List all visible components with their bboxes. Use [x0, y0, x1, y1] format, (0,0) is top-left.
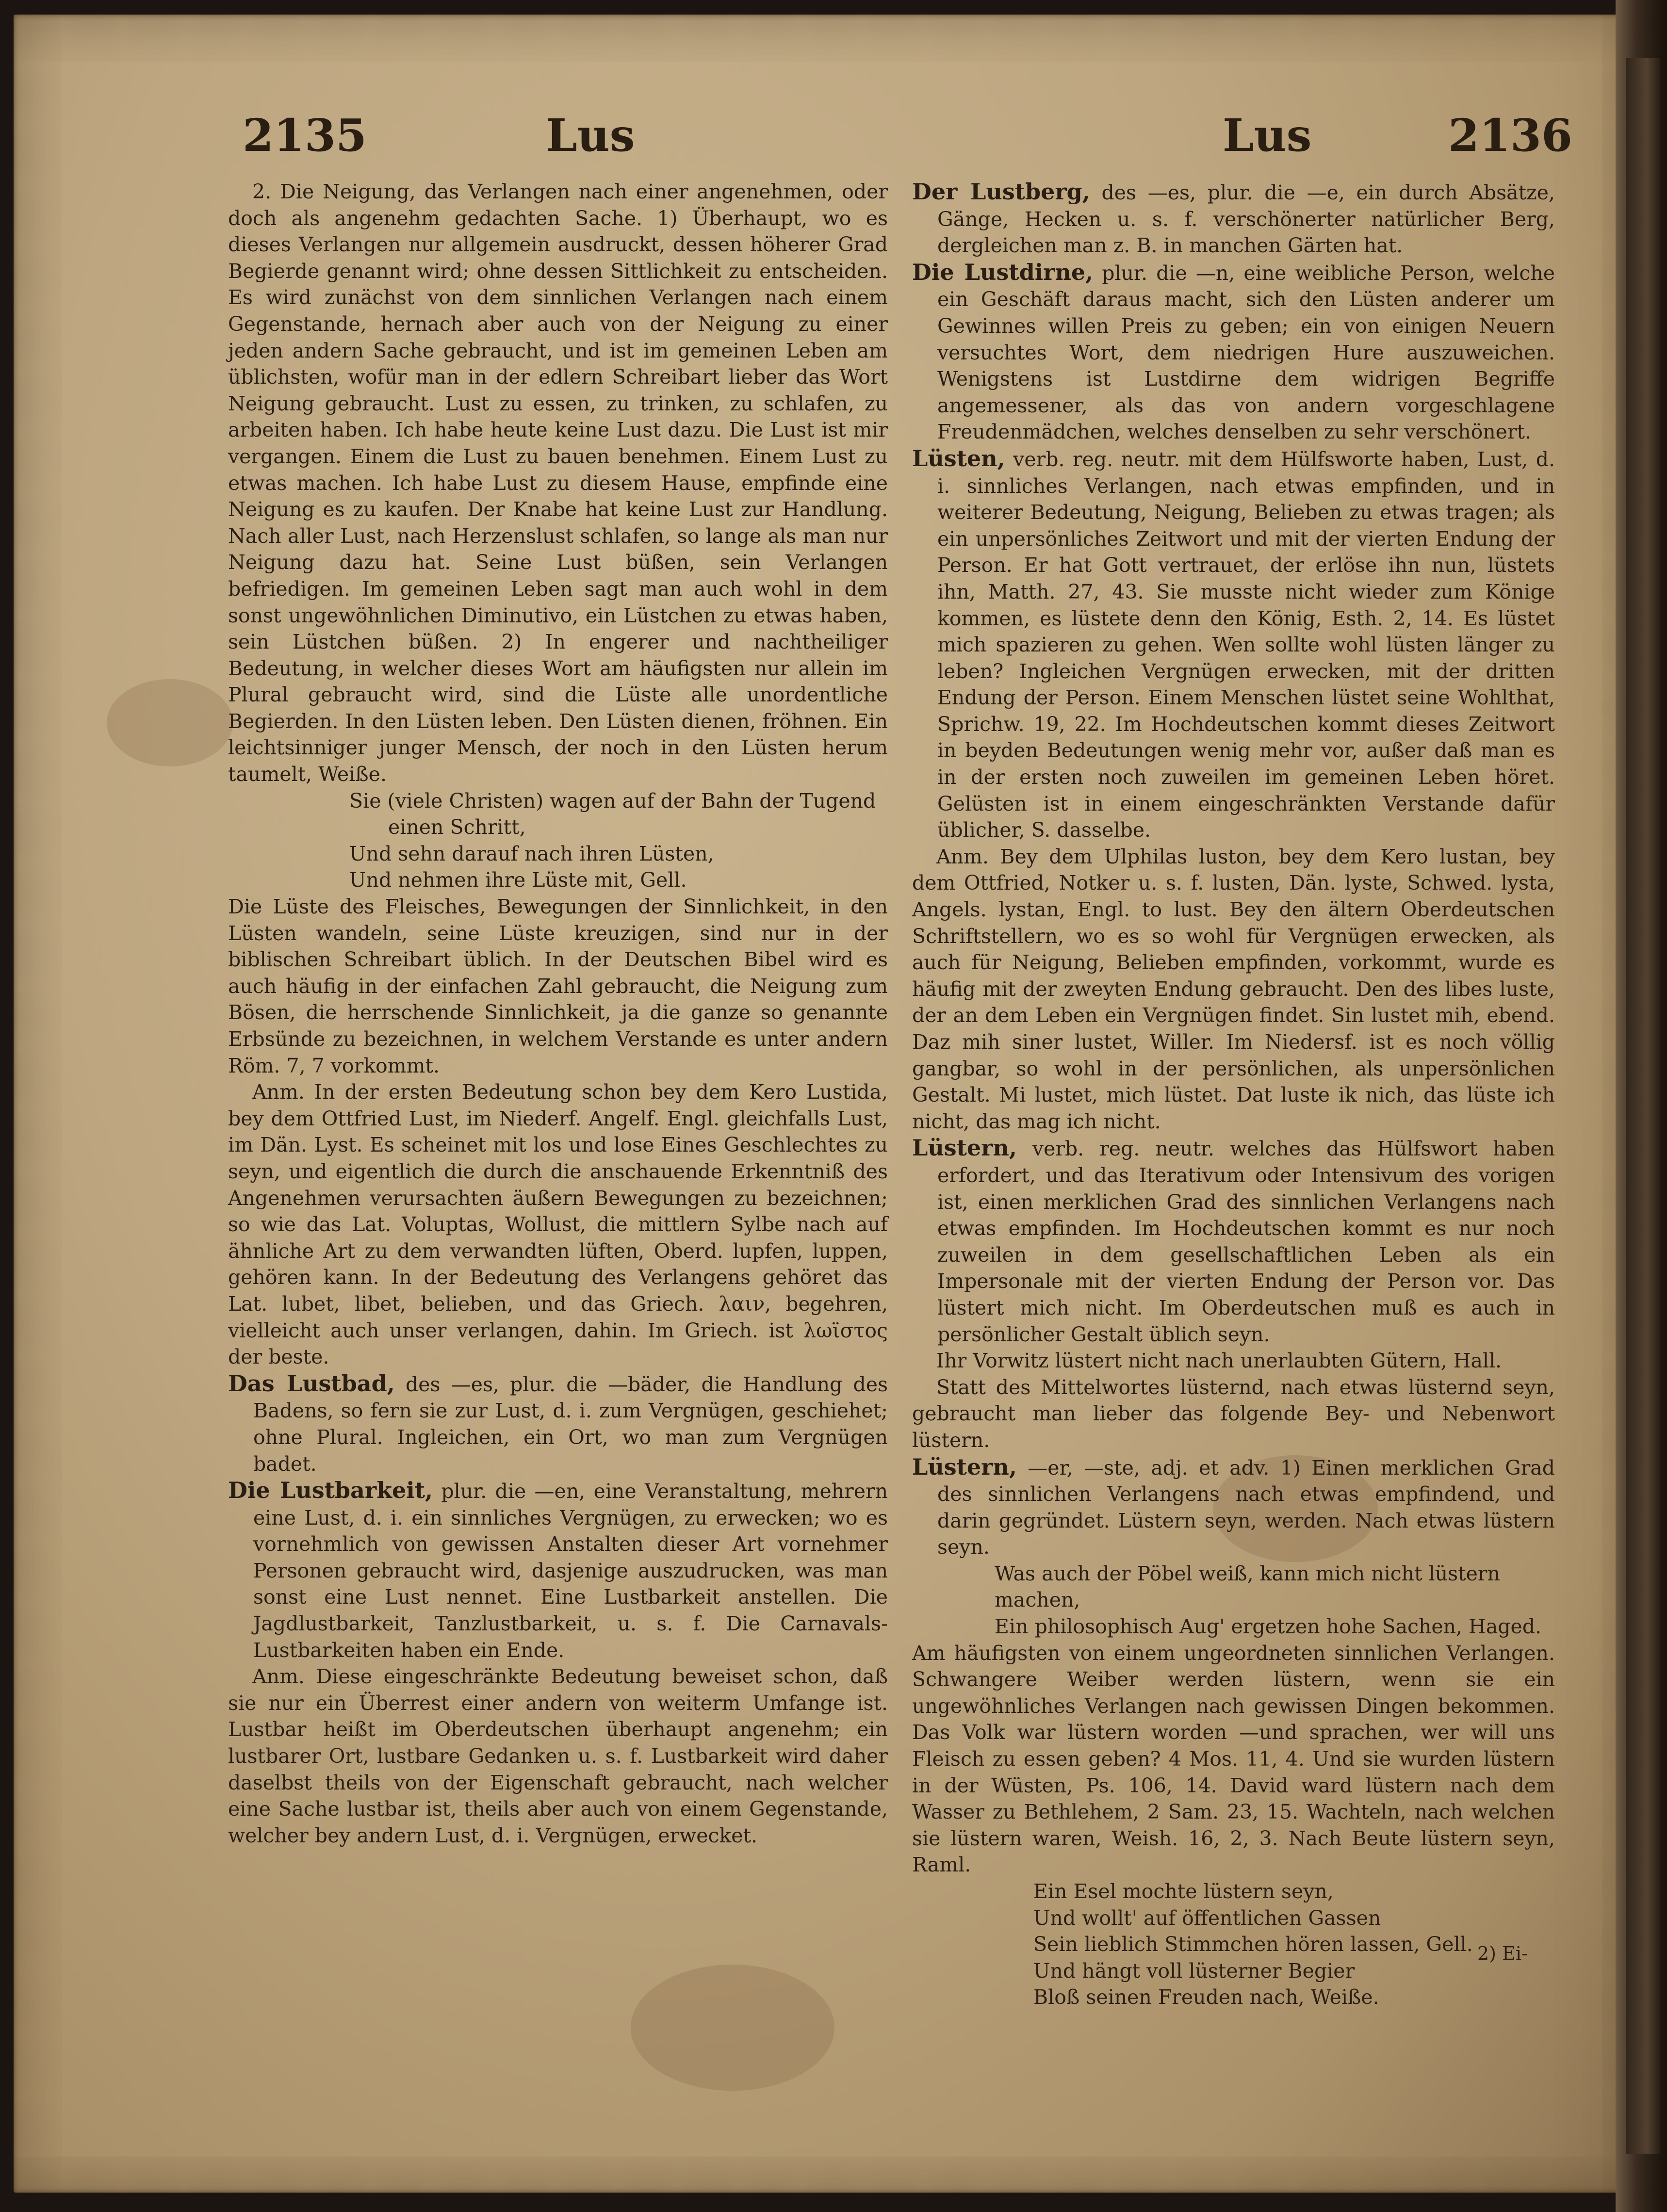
- left-running-head: Lus: [546, 109, 635, 162]
- entry-headword: Lüstern,: [912, 1453, 1017, 1480]
- right-page-number: 2136: [1448, 109, 1573, 162]
- entry-definition: des —es, plur. die —e, ein durch Absätze, Gänge, Hecken u. s. f. verschönerter natürlicher Berg, dergleichen man z. B. in manchen Gärten hat.: [937, 181, 1555, 258]
- entry-headword: Lüsten,: [912, 445, 1005, 472]
- text-paragraph: Anm. Bey dem Ulphilas luston, bey dem Kero lustan, bey dem Ottfried, Notker u. s. f. lusten, Dän. lyste, Schwed. lysta, Angels. lystan, Engl. to lust. Bey den ältern Oberdeutschen Schriftstellern, wo es so wohl für Vergnügen erwecken, als auch für Neigung, Belieben empfinden, vorkommt, wurde es häufig mit der zweyten Endung gebraucht. Den des libes luste, der an dem Leben ein Vergnügen findet. Sin lustet mih, ebend. Daz mih siner lustet, Willer. Im Niedersf. ist es noch völlig gangbar, so wohl in der persönlichen, als unpersönlichen Gestalt. Mi lustet, mich lüstet. Dat luste ik nich, das lüste ich nicht, das mag ich nicht.: [912, 845, 1555, 1133]
- verse-line: Ein philosophisch Aug' ergetzen hohe Sachen, Haged.: [995, 1615, 1542, 1639]
- text-paragraph: Anm. In der ersten Bedeutung schon bey dem Kero Lustida, bey dem Ottfried Lust, im Niederf. Angelf. Engl. gleichfalls Lust, im Dän. Lyst. Es scheinet mit los und lose Eines Geschlechtes zu seyn, und eigentlich die durch die anschauende Erkenntniß des Angenehmen verursachten äußern Bewegungen zu bezeichnen; so wie das Lat. Voluptas, Wollust, die mittlern Sylbe nach auf ähnliche Art zu dem verwandten lüften, Oberd. lupfen, luppen, gehören kann. In der Bedeutung des Verlangens gehöret das Lat. lubet, libet, belieben, und das Griech. λαιν, begehren, vielleicht auch unser verlangen, dahin. Im Griech. ist λωϊστος der beste.: [228, 1080, 888, 1369]
- catchword: 2) Ei-: [1477, 1943, 1528, 1964]
- text-paragraph: Am häufigsten von einem ungeordneten sinnlichen Verlangen. Schwangere Weiber werden lüstern, wenn sie ein ungewöhnliches Verlangen nach gewissen Dingen bekommen. Das Volk war lüstern worden —und sprachen, wer will uns Fleisch zu essen geben? 4 Mos. 11, 4. Und sie wurden lüstern in der Wüsten, Ps. 106, 14. David ward lüstern nach dem Wasser zu Bethlehem, 2 Sam. 23, 15. Wachteln, nach welchen sie lüstern waren, Weish. 16, 2, 3. Nach Beute lüstern seyn, Raml.: [912, 1641, 1555, 1877]
- entry-definition: verb. reg. neutr. mit dem Hülfsworte haben, Lust, d. i. sinnliches Verlangen, nach etwas empfinden, und in weiterer Bedeutung, Neigung, Belieben zu etwas tragen; als ein unpersönliches Zeitwort und mit der vierten Endung der Person. Er hat Gott vertrauet, der erlöse ihn nun, lüstets ihn, Matth. 27, 43. Sie musste nicht wieder zum Könige kommen, es lüstete denn den König, Esth. 2, 14. Es lüstet mich spazieren zu gehen. Wen sollte wohl lüsten länger zu leben? Ingleichen Vergnügen erwecken, mit der dritten Endung der Person. Einem Menschen lüstet seine Wohlthat, Sprichw. 19, 22. Im Hochdeutschen kommt dieses Zeitwort in beyden Bedeutungen wenig mehr vor, außer daß man es in der ersten noch zuweilen im gemeinen Leben höret. Gelüsten ist in einem eingeschränkten Verstande dafür üblicher, S. dasselbe.: [937, 447, 1555, 842]
- text-paragraph: Statt des Mittelwortes lüsternd, nach etwas lüsternd seyn, gebraucht man lieber das folgende Bey- und Nebenwort lüstern.: [912, 1375, 1555, 1452]
- entry-definition: —er, —ste, adj. et adv. 1) Einen merklichen Grad des sinnlichen Verlangens nach etwas empfindend, und darin gegründet. Lüstern seyn, werden. Nach etwas lüstern seyn.: [937, 1456, 1555, 1559]
- right-running-head: Lus: [1223, 109, 1312, 162]
- verse-line: Sie (viele Christen) wagen auf der Bahn der Tugend: [349, 789, 876, 813]
- entry-definition: plur. die —n, eine weibliche Person, welche ein Geschäft daraus macht, sich den Lüsten anderer um Gewinnes willen Preis zu geben; ein von einigen Neuern versuchtes Wort, dem niedrigen Hure auszuweichen. Wenigstens ist Lustdirne dem widrigen Begriffe angemessener, als das von andern vorgeschlagene Freudenmädchen, welches denselben zu sehr verschönert.: [937, 261, 1555, 444]
- verse-line: Und nehmen ihre Lüste mit, Gell.: [349, 868, 687, 892]
- verse-line: Und hängt voll lüsterner Begier: [1033, 1959, 1355, 1983]
- next-page-edge: [1626, 58, 1660, 2154]
- entry-headword: Die Lustbarkeit,: [228, 1477, 433, 1504]
- text-paragraph: Die Lüste des Fleisches, Bewegungen der Sinnlichkeit, in den Lüsten wandeln, seine Lüste kreuzigen, sind nur in der biblischen Schreibart üblich. In der Deutschen Bibel wird es auch häufig in der einfachen Zahl gebraucht, die Neigung zum Bösen, die herrschende Sinnlichkeit, ja die ganze so genannte Erbsünde zu bezeichnen, in welchem Verstande es unter andern Röm. 7, 7 vorkommt.: [228, 895, 888, 1077]
- right-text-column: [912, 179, 1555, 2011]
- entry-definition: des —es, plur. die —bäder, die Handlung des Badens, so fern sie zur Lust, d. i. zum Vergnügen, geschiehet; ohne Plural. Ingleichen, ein Ort, wo man zum Vergnügen badet.: [253, 1372, 888, 1476]
- verse-line: Was auch der Pöbel weiß, kann mich nicht lüstern machen,: [995, 1561, 1500, 1612]
- dictionary-entry: [912, 445, 1555, 844]
- entry-headword: Der Lustberg,: [912, 179, 1090, 205]
- entry-headword: Die Lustdirne,: [912, 259, 1094, 285]
- entry-definition: verb. reg. neutr. welches das Hülfswort haben erfordert, und das Iterativum oder Intensivum des vorigen ist, einen merklichen Grad des sinnlichen Verlangens nach etwas empfinden. Im Hochdeutschen kommt es nur noch zuweilen in dem gesellschaftlichen Leben als ein Impersonale mit der vierten Endung der Person vor. Das lüstert mich nicht. Im Oberdeutschen muß es auch in persönlicher Gestalt üblich seyn.: [937, 1137, 1555, 1346]
- entry-headword: Das Lustbad,: [228, 1370, 395, 1397]
- dictionary-entry: [912, 259, 1555, 445]
- dictionary-entry: [228, 1477, 888, 1663]
- entry-headword: Lüstern,: [912, 1135, 1017, 1161]
- verse-line: Und wollt' auf öffentlichen Gassen: [1033, 1906, 1381, 1930]
- left-page-number: 2135: [243, 109, 367, 162]
- verse-line: Und sehn darauf nach ihren Lüsten,: [349, 842, 714, 865]
- dictionary-entry: [912, 1454, 1555, 1561]
- dictionary-entry: [912, 1135, 1555, 1348]
- verse-line: Bloß seinen Freuden nach, Weiße.: [1033, 1985, 1379, 2009]
- text-paragraph: 2. Die Neigung, das Verlangen nach einer angenehmen, oder doch als angenehm gedachten Sache. 1) Überhaupt, wo es dieses Verlangen nur allgemein ausdruckt, dessen höherer Grad Begierde genannt wird; ohne dessen Sittlichkeit zu entscheiden. Es wird zunächst von dem sinnlichen Verlangen nach einem Gegenstande, hernach aber auch von der Neigung zu einer jeden andern Sache gebraucht, und ist im gemeinen Leben am üblichsten, wofür man in der edlern Schreibart lieber das Wort Neigung gebraucht. Lust zu essen, zu trinken, zu schlafen, zu arbeiten haben. Ich habe heute keine Lust dazu. Die Lust ist mir vergangen. Einem die Lust zu bauen benehmen. Einem Lust zu etwas machen. Ich habe Lust zu diesem Hause, empfinde eine Neigung es zu kaufen. Der Knabe hat keine Lust zur Handlung. Nach aller Lust, nach Herzenslust schlafen, so lange als man nur Neigung dazu hat. Seine Lust büßen, sein Verlangen befriedigen. Im gemeinen Leben sagt man auch wohl in dem sonst ungewöhnlichen Diminutivo, ein Lüstchen zu etwas haben, sein Lüstchen büßen. 2) In engerer und nachtheiliger Bedeutung, in welcher dieses Wort am häufigsten nur allein im Plural gebraucht wird, sind die Lüste alle unordentliche Begierden. In den Lüsten leben. Den Lüsten dienen, fröhnen. Ein leichtsinniger junger Mensch, der noch in den Lüsten herum taumelt, Weiße.: [228, 180, 888, 786]
- dictionary-entry: [912, 179, 1555, 259]
- verse-line: einen Schritt,: [388, 815, 526, 839]
- entry-definition: plur. die —en, eine Veranstaltung, mehrern eine Lust, d. i. ein sinnliches Vergnügen, zu erwecken; wo es vornehmlich von gewissen Anstalten dieser Art vornehmer Personen gebraucht wird, dasjenige auszudrucken, was man sonst eine Lust nennet. Eine Lustbarkeit anstellen. Die Jagdlustbarkeit, Tanzlustbarkeit, u. s. f. Die Carnavals-Lustbarkeiten haben ein Ende.: [253, 1480, 888, 1662]
- verse-line: Sein lieblich Stimmchen hören lassen, Gell.: [1033, 1933, 1473, 1956]
- left-text-column: [228, 179, 888, 1849]
- text-paragraph: Anm. Diese eingeschränkte Bedeutung beweiset schon, daß sie nur ein Überrest einer andern von weiterm Umfange ist. Lustbar heißt im Oberdeutschen überhaupt angenehm; ein lustbarer Ort, lustbare Gedanken u. s. f. Lustbarkeit wird daher daselbst theils von der Eigenschaft gebraucht, nach welcher eine Sache lustbar ist, theils aber auch von einem Gegenstande, welcher bey andern Lust, d. i. Vergnügen, erwecket.: [228, 1665, 888, 1847]
- verse-line: Ein Esel mochte lüstern seyn,: [1033, 1880, 1334, 1903]
- text-paragraph: Ihr Vorwitz lüstert nicht nach unerlaubten Gütern, Hall.: [936, 1349, 1502, 1373]
- dictionary-entry: [228, 1370, 888, 1477]
